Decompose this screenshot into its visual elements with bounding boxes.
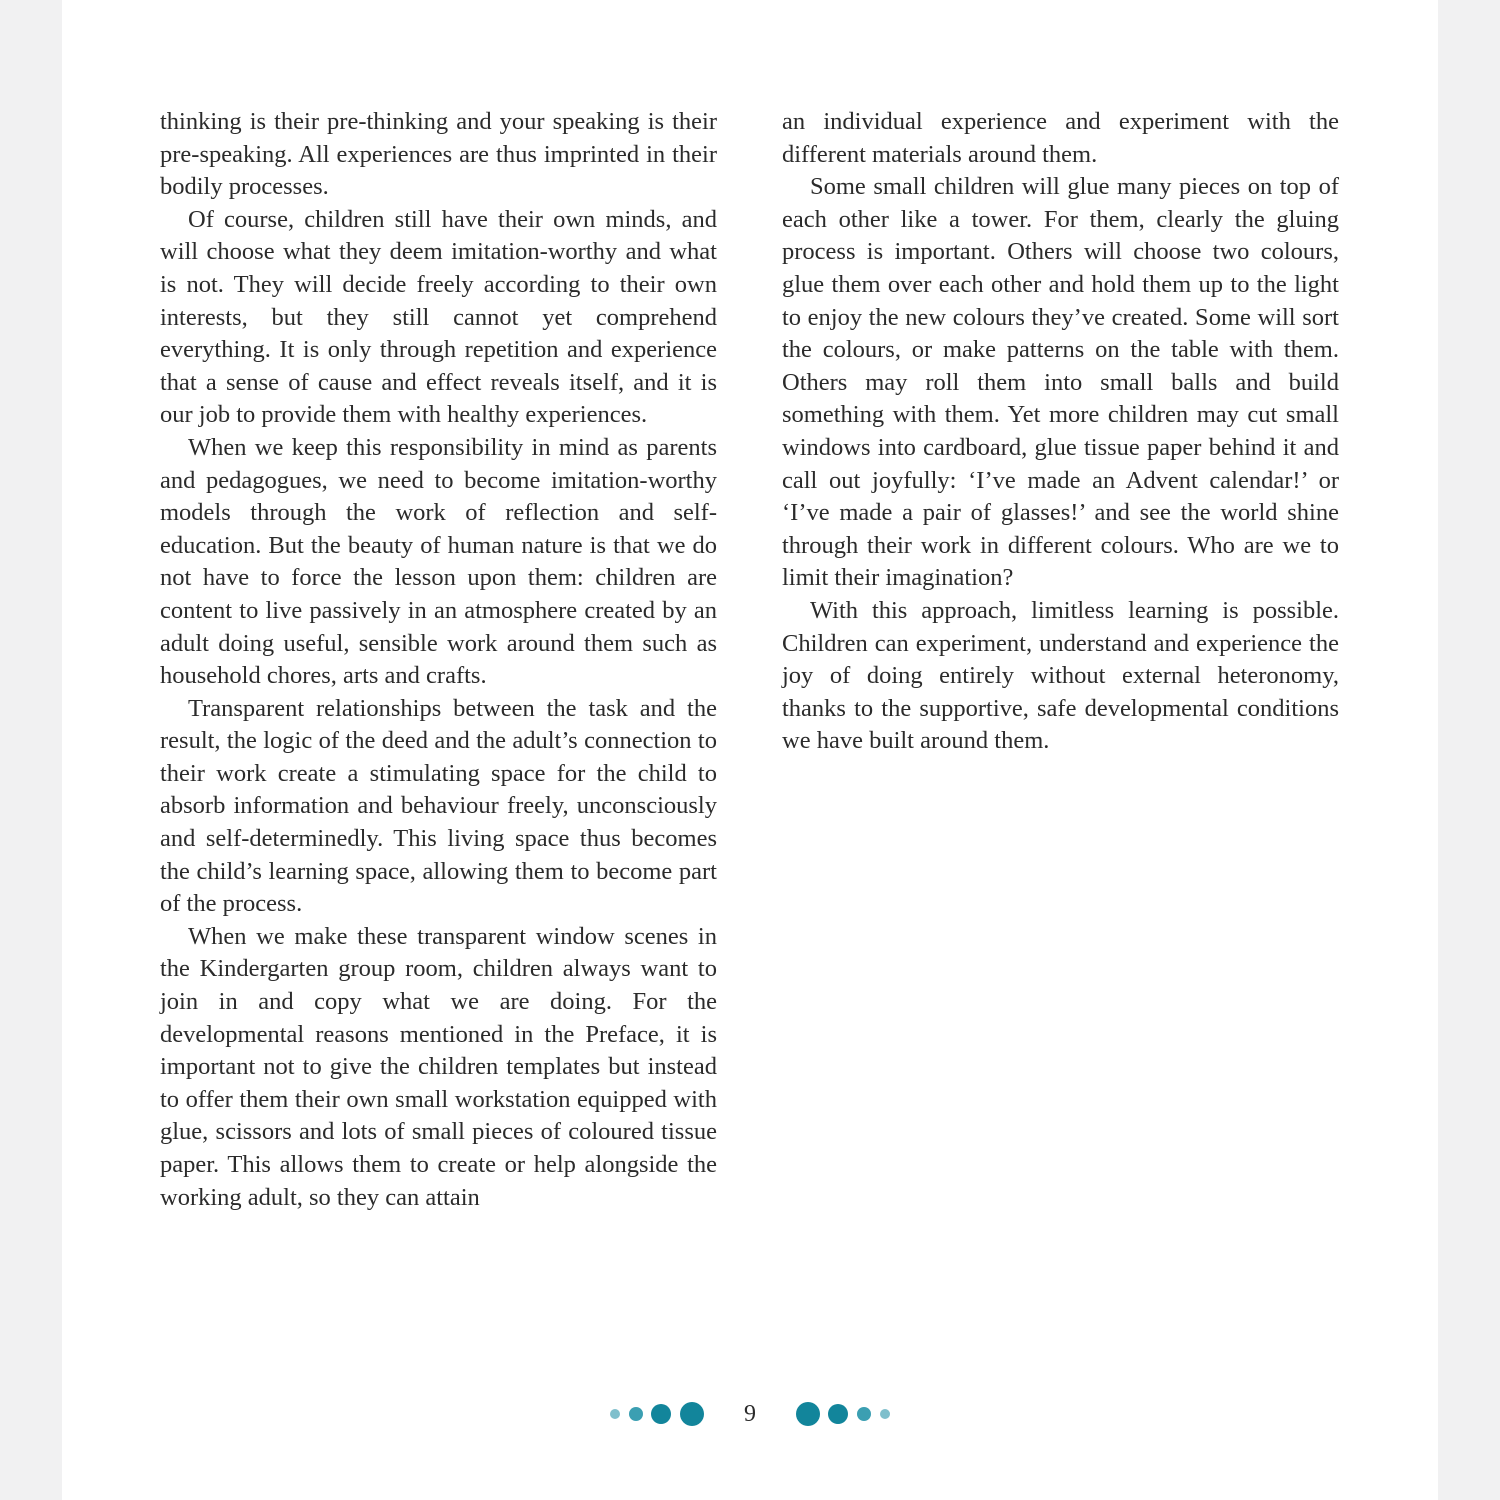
ornament-dot-icon xyxy=(880,1409,890,1419)
page-footer xyxy=(62,1396,1438,1432)
left-text-column xyxy=(160,106,717,1214)
right-text-column xyxy=(782,106,1339,758)
ornament-dot-icon xyxy=(610,1409,620,1419)
ornament-dot-icon xyxy=(629,1407,643,1421)
ornament-dot-icon xyxy=(828,1404,848,1424)
ornament-dot-icon xyxy=(651,1404,671,1424)
ornament-dot-icon xyxy=(680,1402,704,1426)
paragraph: an individual experience and experiment with the different materials around them. xyxy=(782,108,1339,168)
ornament-dot-icon xyxy=(857,1407,871,1421)
paragraph: Transparent relationships between the task and the result, the logic of the deed and the adult’s connection to their work create a stimulating space for the child to absorb information and behaviour freely, unconsciously and self-determinedly. This living space thus becomes the child’s learning space, allowing them to become part of the process. xyxy=(160,694,717,918)
paragraph: thinking is their pre-thinking and your speaking is their pre-speaking. All experiences are thus imprinted in their bodily processes. xyxy=(160,108,717,201)
book-page xyxy=(62,0,1438,1500)
ornament-dot-icon xyxy=(796,1402,820,1426)
paragraph: When we make these transparent window scenes in the Kindergarten group room, children always want to join in and copy what we are doing. For the developmental reasons mentioned in the Preface, it is important not to give the children templates but instead to offer them their own small workstation equipped with glue, scissors and lots of small pieces of coloured tissue paper. This allows them to create or help alongside the working adult, so they can attain xyxy=(160,922,717,1211)
page-number: 9 xyxy=(744,1401,756,1427)
paragraph: With this approach, limitless learning is possible. Children can experiment, understand and experience the joy of doing entirely without external heteronomy, thanks to the supportive, safe developmental conditions we have built around them. xyxy=(782,596,1339,755)
paragraph: When we keep this responsibility in mind as parents and pedagogues, we need to become imitation-worthy models through the work of reflection and self-education. But the beauty of human nature is that we do not have to force the lesson upon them: children are content to live passively in an atmosphere created by an adult doing useful, sensible work around them such as household chores, arts and crafts. xyxy=(160,433,717,690)
paragraph: Some small children will glue many pieces on top of each other like a tower. For them, clearly the gluing process is important. Others will choose two colours, glue them over each other and hold them up to the light to enjoy the new colours they’ve created. Some will sort the colours, or make patterns on the table with them. Others may roll them into small balls and build something with them. Yet more children may cut small windows into cardboard, glue tissue paper behind it and call out joyfully: ‘I’ve made an Advent calendar!’ or ‘I’ve made a pair of glasses!’ and see the world shine through their work in different colours. Who are we to limit their imagination? xyxy=(782,173,1339,592)
paragraph: Of course, children still have their own minds, and will choose what they deem imitation-worthy and what is not. They will decide freely according to their own interests, but they still cannot yet comprehend everything. It is only through repetition and experience that a sense of cause and effect reveals itself, and it is our job to provide them with healthy experiences. xyxy=(160,205,717,429)
